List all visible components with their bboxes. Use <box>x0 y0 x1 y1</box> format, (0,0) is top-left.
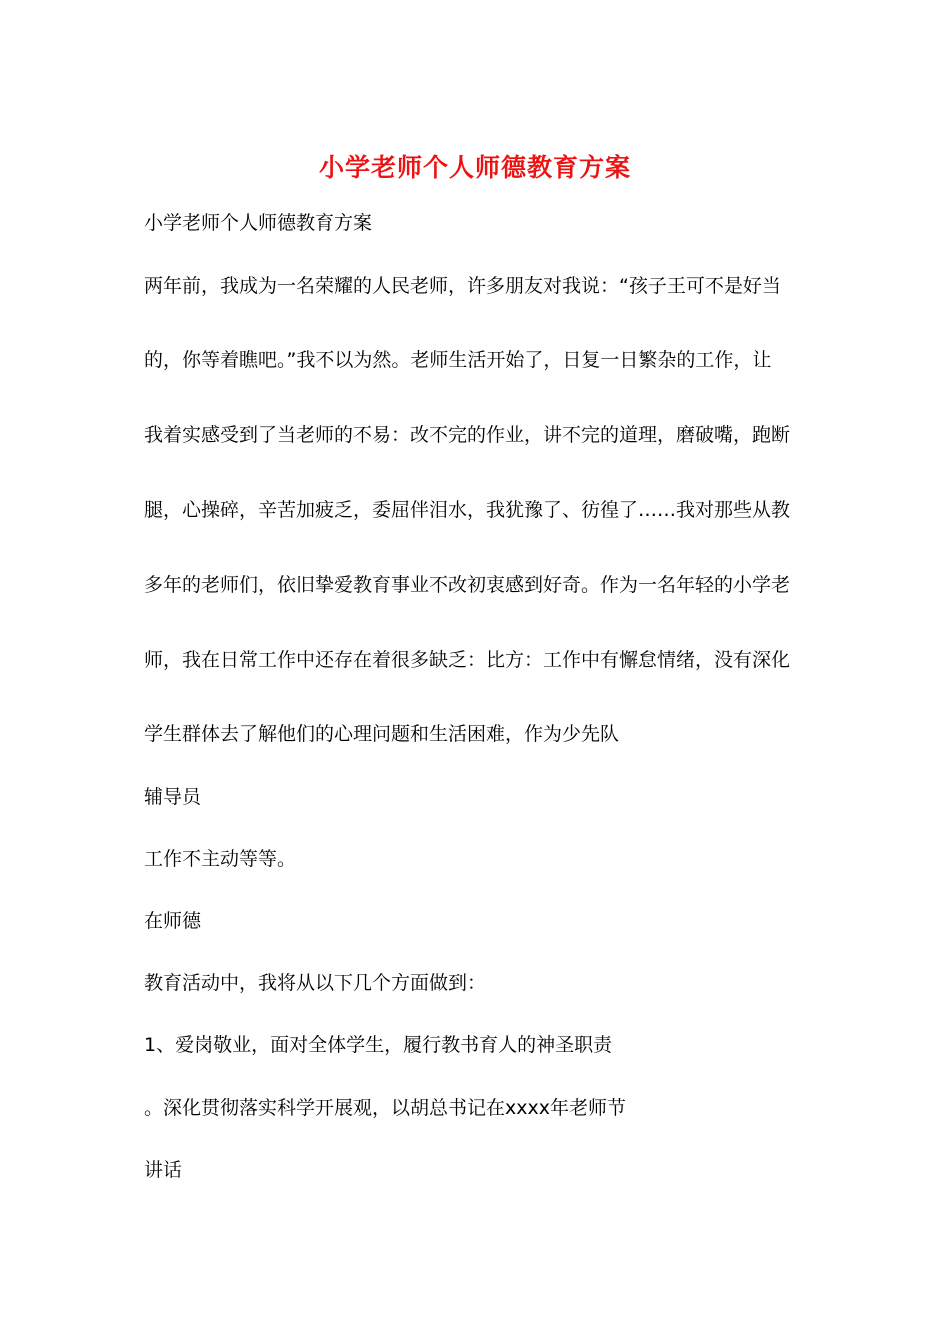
paragraph-line: 。深化贯彻落实科学开展观，以胡总书记在xxxx年老师节 <box>144 1097 626 1119</box>
paragraph-line: 多年的老师们，依旧挚爱教育事业不改初衷感到好奇。作为一名年轻的小学老 <box>144 574 791 596</box>
paragraph-line: 教育活动中，我将从以下几个方面做到： <box>144 972 487 994</box>
paragraph-line: 讲话 <box>144 1159 183 1181</box>
paragraph-line: 两年前，我成为一名荣耀的人民老师，许多朋友对我说：“孩子王可不是好当 <box>144 275 781 297</box>
paragraph-line: 腿，心操碎，辛苦加疲乏，委屈伴泪水，我犹豫了、彷徨了……我对那些从教 <box>144 499 791 521</box>
list-item-line: 1、爱岗敬业，面对全体学生，履行教书育人的神圣职责 <box>144 1034 613 1056</box>
paragraph-line: 我着实感受到了当老师的不易：改不完的作业，讲不完的道理，磨破嘴，跑断 <box>144 424 791 446</box>
paragraph-line: 在师德 <box>144 910 202 932</box>
paragraph-line: 师，我在日常工作中还存在着很多缺乏：比方：工作中有懈怠情绪，没有深化 <box>144 649 791 671</box>
paragraph-line: 辅导员 <box>144 786 202 808</box>
document-subtitle: 小学老师个人师德教育方案 <box>144 212 373 234</box>
paragraph-line: 工作不主动等等。 <box>144 848 297 870</box>
paragraph-line: 的，你等着瞧吧。”我不以为然。老师生活开始了，日复一日繁杂的工作，让 <box>144 349 772 371</box>
paragraph-line: 学生群体去了解他们的心理问题和生活困难，作为少先队 <box>144 723 620 745</box>
document-title: 小学老师个人师德教育方案 <box>318 153 631 182</box>
